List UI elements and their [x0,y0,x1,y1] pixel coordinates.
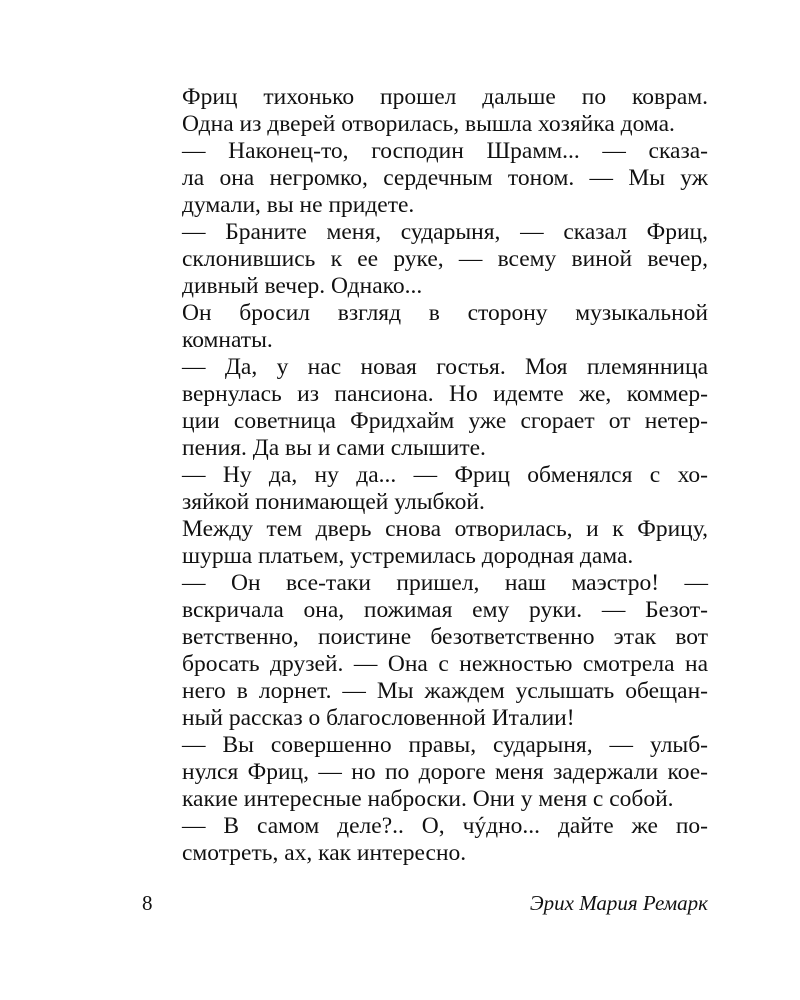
text-line: Одна из дверей отворилась, вышла хозяйка дома. [182,111,675,137]
paragraph [142,516,708,570]
paragraph [142,138,708,219]
text-line: склонившись к ее руке, — всему виной вечер, [182,246,708,272]
text-line: — Наконец-то, господин Шрамм... — сказа- [182,138,708,164]
text-line: — Браните меня, сударыня, — сказал Фриц, [182,219,708,245]
text-line: дивный вечер. Однако... [182,273,423,299]
paragraph [142,84,708,138]
text-line: — Ну да, ну да... — Фриц обменялся с хо- [182,462,708,488]
page-number: 8 [142,891,153,915]
text-line: бросать друзей. — Она с нежностью смотрела на [182,651,708,677]
text-line: думали, вы не придете. [182,192,415,218]
text-line: Фриц тихонько прошел дальше по коврам. [182,84,708,110]
text-line: — Да, у нас новая гостья. Моя племянница [182,354,708,380]
text-line: вернулась из пансиона. Но идемте же, коммер- [182,381,708,407]
body-text [142,84,708,867]
paragraph [142,813,708,867]
text-line: шурша платьем, устремилась дородная дама. [182,543,634,569]
text-line: ный рассказ о благословенной Италии! [182,705,575,731]
text-line: Между тем дверь снова отворилась, и к Фрицу, [182,516,708,542]
text-line: — В самом деле?.. О, чýдно... дайте же по- [182,813,708,839]
paragraph [142,732,708,813]
text-line: него в лорнет. — Мы жаждем услышать обещан- [182,678,708,704]
paragraph [142,354,708,462]
text-line: ла она негромко, сердечным тоном. — Мы уж [182,165,708,191]
paragraph [142,300,708,354]
running-author: Эрих Мария Ремарк [529,891,708,915]
text-line: ции советница Фридхайм уже сгорает от нетер- [182,408,708,434]
text-line: какие интересные наброски. Они у меня с собой. [182,786,674,812]
paragraph [142,570,708,732]
text-line: — Он все-таки пришел, наш маэстро! — [182,570,708,596]
text-line: нулся Фриц, — но по дороге меня задержали кое- [182,759,708,785]
paragraph [142,219,708,300]
text-line: — Вы совершенно правы, сударыня, — улыб- [182,732,708,758]
text-line: вскричала она, пожимая ему руки. — Безот- [182,597,708,623]
text-line: зяйкой понимающей улыбкой. [182,489,485,515]
text-line: ветственно, поистине безответственно этак вот [182,624,708,650]
text-line: Он бросил взгляд в сторону музыкальной [182,300,708,326]
text-line: пения. Да вы и сами слышите. [182,435,486,461]
paragraph [142,462,708,516]
text-line: смотреть, ах, как интересно. [182,840,467,866]
text-line: комнаты. [182,327,273,353]
